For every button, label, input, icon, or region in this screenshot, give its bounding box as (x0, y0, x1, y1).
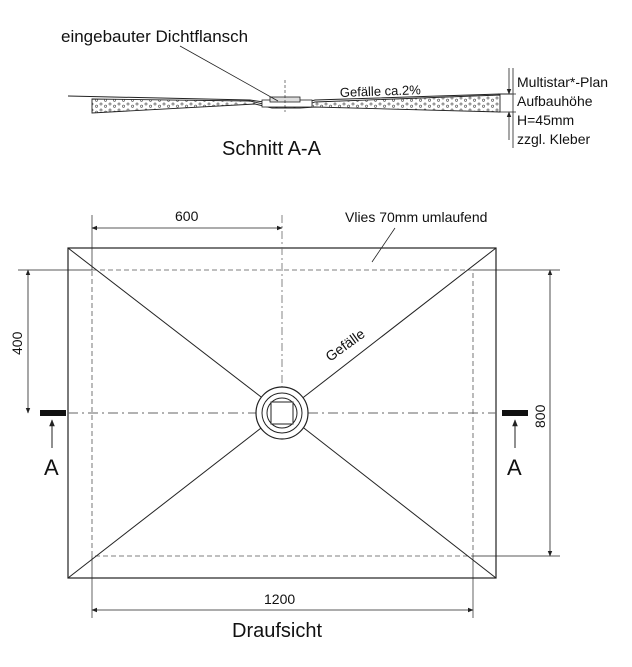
spec-line-1: Multistar*-Plan (517, 74, 609, 90)
drain-icon (256, 387, 308, 439)
slope-line-br (300, 425, 496, 578)
section-marker-right (502, 410, 528, 480)
spec-line-3: H=45mm (517, 112, 575, 128)
section-marker-right-label: A (507, 455, 522, 480)
spec-line-2: Aufbauhöhe (517, 93, 593, 109)
slope-line-bl (68, 425, 265, 578)
section-view (61, 27, 608, 160)
spec-line-4: zzgl. Kleber (517, 131, 591, 147)
section-marker-left (40, 410, 66, 480)
dimension-800-label: 800 (532, 404, 548, 428)
slope-line-tl (68, 248, 265, 400)
fleece-label: Vlies 70mm umlaufend (345, 209, 488, 225)
dimension-400-label: 400 (9, 331, 25, 355)
plan-caption: Draufsicht (232, 620, 323, 642)
slope-line-tr (300, 248, 496, 400)
fleece-leader (372, 228, 395, 262)
dimension-1200-label: 1200 (264, 591, 296, 607)
section-slope-label: Gefälle ca.2% (339, 82, 421, 100)
section-caption: Schnitt A-A (222, 138, 321, 160)
plan-slope-label: Gefälle (322, 325, 368, 365)
section-marker-left-label: A (44, 455, 59, 480)
dimension-600-label: 600 (175, 208, 199, 224)
plan-view (9, 208, 560, 642)
callout-label: eingebauter Dichtflansch (61, 27, 249, 46)
callout-leader (180, 46, 278, 101)
